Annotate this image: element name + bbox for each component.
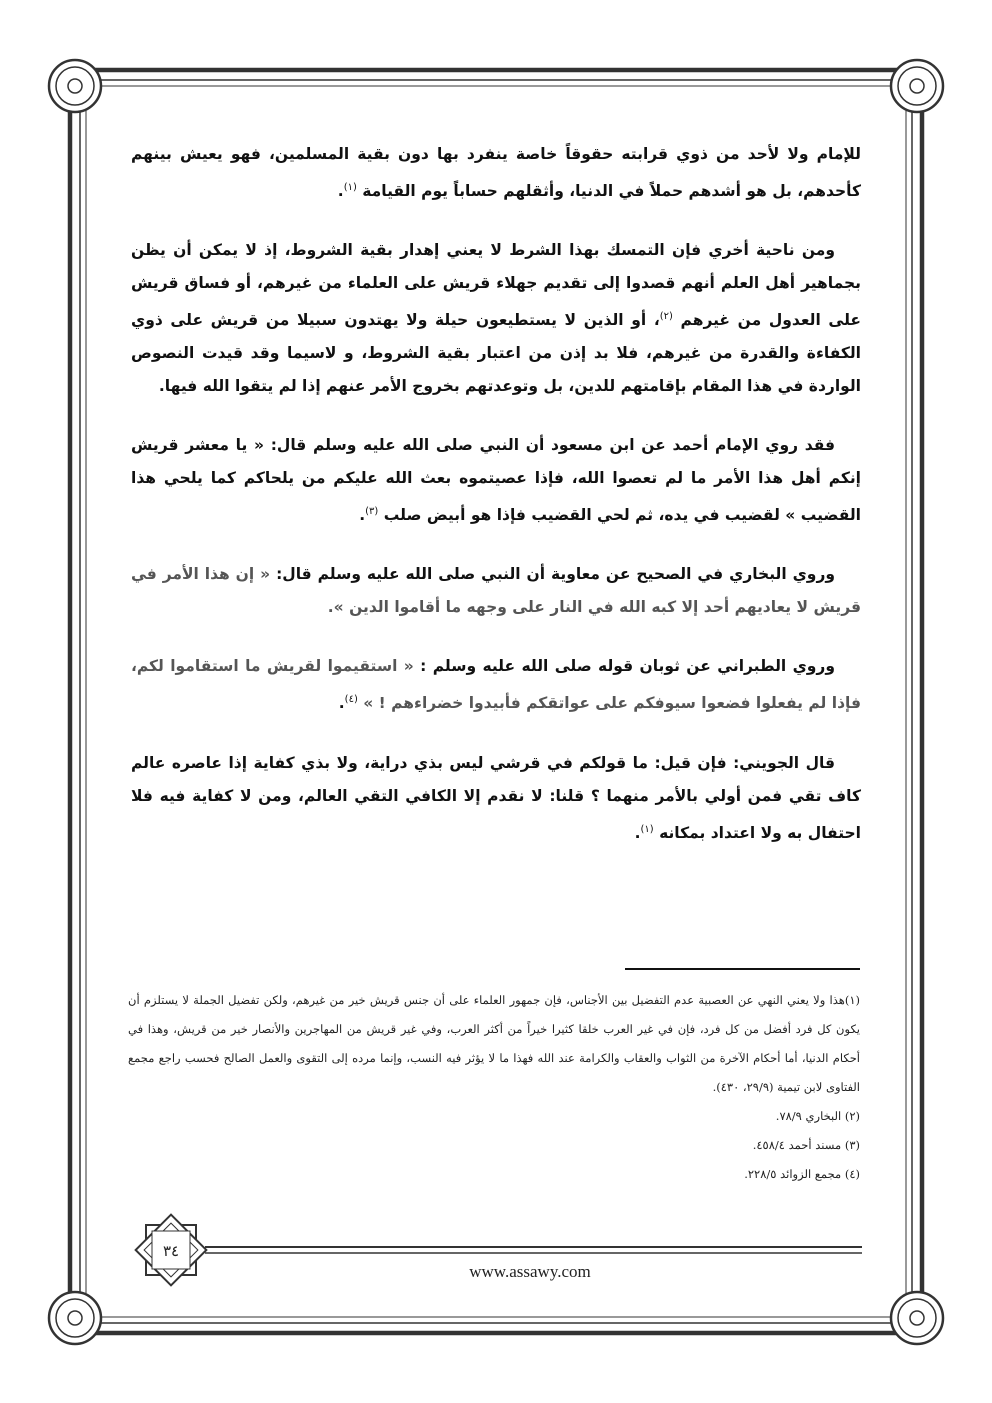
paragraph-text: . bbox=[359, 506, 366, 525]
paragraph bbox=[131, 429, 861, 532]
paragraph-text: ومن ناحية أخري فإن التمسك بهذا الشرط لا يعني إهدار بقية الشروط، إذ لا يمكن أن يظن بجماهير أهل العلم أنهم قصدوا إلى تقديم جهلاء قريش على العلماء من غيرهم، أو فساق قريش على العدول من غيرهم bbox=[131, 241, 861, 330]
paragraph bbox=[131, 234, 861, 403]
footnote-item: (٣) مسند أحمد ٤٥٨/٤. bbox=[752, 1138, 860, 1152]
hadith-quote: « استقيموا لقريش ما استقاموا لكم، فإذا لم يفعلوا فضعوا سيوفكم على عواتقكم فأبيدوا خضراءهم ! » bbox=[131, 657, 861, 713]
corner-ornament-icon bbox=[891, 60, 943, 112]
paragraph-text: « يا معشر قريش إنكم أهل هذا الأمر ما لم تعصوا الله، فإذا عصيتموه بعث الله عليكم من يلحاكم كما يلحي هذا القضيب » لقضيب في يده، ثم لحي القضيب فإذا هو أبيض صلب bbox=[131, 436, 861, 525]
paragraph-text: . bbox=[338, 694, 345, 713]
footnote-reference: (٤) bbox=[344, 694, 358, 706]
paragraph-text: . bbox=[337, 182, 344, 201]
main-text bbox=[131, 138, 861, 876]
paragraph-text: وروي البخاري في الصحيح عن معاوية أن النبي صلى الله عليه وسلم قال: bbox=[270, 565, 836, 584]
paragraph-text: ، أو الذين لا يستطيعون حيلة ولا يهتدون سبيلا من قريش على ذوي الكفاءة والقدرة من غيرهم، فلا بد إذن من اعتبار بقية الشروط، و لاسيما وقد قيدت النصوص الواردة في هذا المقام بإقامتهم للدين، بل وتوعدتهم بخروج الأمر عنهم إذا لم يتقوا الله فيها. bbox=[131, 311, 861, 396]
footnote-reference: (١) bbox=[343, 182, 357, 193]
footnote-item: (٤) مجمع الزوائد ٢٢٨/٥. bbox=[744, 1167, 860, 1181]
paragraph bbox=[131, 747, 861, 850]
paragraph-text: للإمام ولا لأحد من ذوي قرابته حقوقاً خاصة ينفرد بها دون بقية المسلمين، فهو يعيش بينهم كأحدهم، بل هو أشدهم حملاً في الدنيا، وأثقلهم حساباً يوم القيامة bbox=[131, 145, 861, 201]
footnotes bbox=[128, 986, 860, 1189]
hadith-quote: « إن هذا الأمر في قريش لا يعاديهم أحد إلا كبه الله في النار على وجهه ما أقاموا الدين ». bbox=[131, 565, 861, 617]
website-url: www.assawy.com bbox=[469, 1262, 591, 1281]
footnote-reference: (١) bbox=[640, 823, 654, 835]
paragraph-text: فقد روي الإمام أحمد عن ابن مسعود أن النبي صلى الله عليه وسلم قال: bbox=[264, 436, 835, 455]
paragraph-text: وروي الطبراني عن ثوبان قوله صلى الله عليه وسلم : bbox=[413, 657, 835, 676]
footnote-item: (٢) البخاري ٧٨/٩. bbox=[775, 1109, 860, 1123]
footnote-reference: (٢) bbox=[659, 311, 673, 323]
corner-ornament-icon bbox=[891, 1292, 943, 1344]
paragraph bbox=[131, 138, 861, 208]
page-number: ٣٤ bbox=[162, 1242, 180, 1260]
paragraph bbox=[131, 650, 861, 720]
paragraph-text: قال الجويني: فإن قيل: ما قولكم في قرشي ليس بذي دراية، ولا بذي كفاية إذا عاصره عالم كاف تقي فمن أولي بالأمر منهما ؟ قلنا: لا نقدم إلا الكافي التقي العالم، ومن لا كفاية فيه فلا احتفال به ولا اعتداد بمكانه bbox=[131, 753, 861, 842]
footnote-separator bbox=[625, 968, 860, 970]
paragraph bbox=[131, 558, 861, 624]
footnote-item: (١)هذا ولا يعني النهي عن العصبية عدم التفضيل بين الأجناس، فإن جمهور العلماء على أن جنس قريش خير من غيرهم، ولكن تفضيل الجملة لا يستلزم أن يكون كل فرد أفضل من كل فرد، فإن في غير العرب خلقا كثيرا خيراً من أكثر العرب، وفي غير قريش من المهاجرين والأنصار خير من قريش، وهذا في أحكام الدنيا، أما أحكام الآخرة من الثواب والعقاب والكرامة عند الله فهذا ما لا يؤثر فيه النسب، وإنما مرده إلى التقوى والعمل الصالح فحسب راجع مجمع الفتاوى لابن تيمية (٢٩/٩، ٤٣٠). bbox=[128, 993, 860, 1094]
corner-ornament-icon bbox=[49, 1292, 101, 1344]
footnote-reference: (٣) bbox=[365, 506, 379, 518]
corner-ornament-icon bbox=[49, 60, 101, 112]
paragraph-text: . bbox=[634, 823, 641, 842]
